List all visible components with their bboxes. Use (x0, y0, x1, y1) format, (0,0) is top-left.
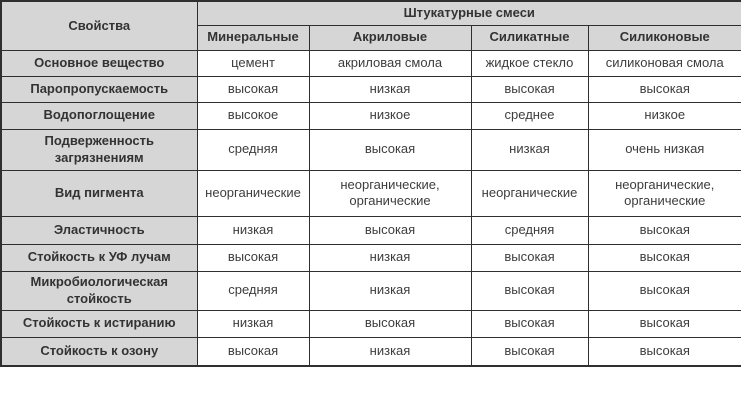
value-cell: средняя (471, 216, 588, 244)
value-cell: низкая (309, 337, 471, 366)
table-row (1, 337, 741, 366)
value-cell: высокая (471, 337, 588, 366)
corner-header-properties: Свойства (1, 1, 197, 50)
value-cell: высокая (588, 310, 741, 337)
value-cell: неорганические (471, 170, 588, 216)
value-cell: низкое (588, 102, 741, 129)
column-header-silicone: Силиконовые (588, 25, 741, 50)
value-cell: неорганические, органические (588, 170, 741, 216)
value-cell: неорганические, органические (309, 170, 471, 216)
property-cell: Стойкость к озону (1, 337, 197, 366)
value-cell: высокое (197, 102, 309, 129)
value-cell: высокая (588, 244, 741, 271)
column-header-silicate: Силикатные (471, 25, 588, 50)
value-cell: низкая (309, 271, 471, 310)
property-cell: Стойкость к УФ лучам (1, 244, 197, 271)
value-cell: высокая (309, 216, 471, 244)
value-cell: низкая (197, 310, 309, 337)
value-cell: жидкое стекло (471, 50, 588, 76)
table-row (1, 310, 741, 337)
table-row (1, 50, 741, 76)
value-cell: низкая (197, 216, 309, 244)
value-cell: низкая (309, 76, 471, 102)
value-cell: высокая (471, 244, 588, 271)
value-cell: высокая (588, 271, 741, 310)
value-cell: очень низкая (588, 129, 741, 170)
group-header-plaster-mixes: Штукатурные смеси (197, 1, 741, 25)
value-cell: среднее (471, 102, 588, 129)
value-cell: высокая (197, 337, 309, 366)
table-row (1, 170, 741, 216)
property-cell: Основное вещество (1, 50, 197, 76)
value-cell: низкое (309, 102, 471, 129)
value-cell: силиконовая смола (588, 50, 741, 76)
property-cell: Водопоглощение (1, 102, 197, 129)
value-cell: средняя (197, 271, 309, 310)
value-cell: средняя (197, 129, 309, 170)
value-cell: высокая (197, 244, 309, 271)
value-cell: акриловая смола (309, 50, 471, 76)
value-cell: высокая (471, 310, 588, 337)
property-cell: Вид пигмента (1, 170, 197, 216)
value-cell: неорганические (197, 170, 309, 216)
value-cell: высокая (197, 76, 309, 102)
table-row (1, 244, 741, 271)
column-header-mineral: Минеральные (197, 25, 309, 50)
property-cell: Эластичность (1, 216, 197, 244)
column-header-acrylic: Акриловые (309, 25, 471, 50)
value-cell: высокая (471, 76, 588, 102)
value-cell: низкая (309, 244, 471, 271)
value-cell: высокая (309, 129, 471, 170)
table-row (1, 129, 741, 170)
property-cell: Подверженность загрязнениям (1, 129, 197, 170)
table-body (1, 50, 741, 366)
value-cell: высокая (588, 337, 741, 366)
property-cell: Микробиологическая стойкость (1, 271, 197, 310)
value-cell: высокая (588, 76, 741, 102)
table-row (1, 271, 741, 310)
value-cell: высокая (471, 271, 588, 310)
value-cell: низкая (471, 129, 588, 170)
property-cell: Стойкость к истиранию (1, 310, 197, 337)
property-cell: Паропропускаемость (1, 76, 197, 102)
value-cell: высокая (588, 216, 741, 244)
value-cell: высокая (309, 310, 471, 337)
table-row (1, 102, 741, 129)
table-row (1, 216, 741, 244)
value-cell: цемент (197, 50, 309, 76)
table-row (1, 76, 741, 102)
group-header-row (1, 1, 741, 25)
